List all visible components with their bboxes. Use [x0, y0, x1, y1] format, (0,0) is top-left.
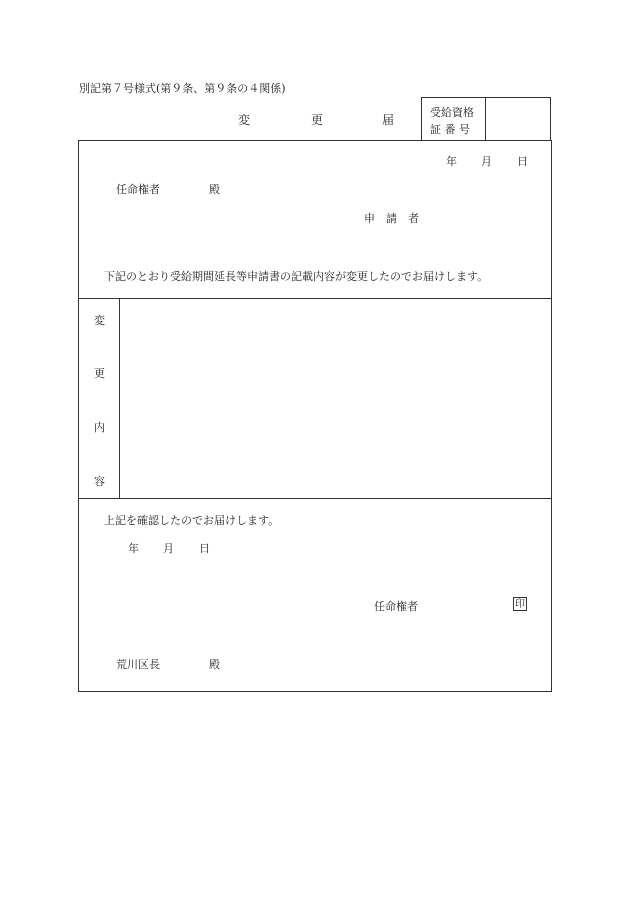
title-char-hen: 変	[238, 113, 251, 127]
recipient-label: 荒川区長	[116, 658, 160, 671]
divider-change-label	[119, 298, 120, 498]
confirm-statement: 上記を確認したのでお届けします。	[104, 514, 280, 527]
title-char-todoke: 届	[382, 113, 395, 127]
divider-change-confirm	[78, 498, 552, 499]
change-content-field[interactable]	[121, 300, 549, 496]
cert-number-cell[interactable]	[485, 97, 551, 141]
confirm-date-year: 年	[128, 542, 139, 555]
recipient-honorific: 殿	[209, 658, 220, 671]
form-caption: 別記第７号様式(第９条、第９条の４関係)	[79, 82, 286, 95]
seal-mark: 印	[515, 599, 525, 610]
header-date-year: 年	[446, 155, 457, 168]
addressee-honorific: 殿	[209, 183, 220, 196]
title-char-kou: 更	[311, 113, 324, 127]
confirm-date-month: 月	[163, 542, 174, 555]
cert-label-line1: 受給資格	[430, 106, 474, 119]
addressee-label: 任命権者	[116, 183, 160, 196]
cert-label-line2: 証 番 号	[430, 123, 470, 136]
header-date-month: 月	[481, 155, 492, 168]
header-date-day: 日	[517, 155, 528, 168]
change-label-char-2: 更	[94, 367, 105, 380]
signer-label: 任命権者	[374, 600, 418, 613]
confirm-date-day: 日	[199, 542, 210, 555]
divider-header-change	[78, 298, 552, 299]
change-label-char-3: 内	[94, 421, 105, 434]
change-label-char-1: 変	[94, 314, 105, 327]
change-label-char-4: 容	[94, 475, 105, 488]
applicant-label: 申 請 者	[364, 212, 419, 225]
header-statement: 下記のとおり受給期間延長等申請書の記載内容が変更したのでお届けします。	[104, 270, 489, 283]
